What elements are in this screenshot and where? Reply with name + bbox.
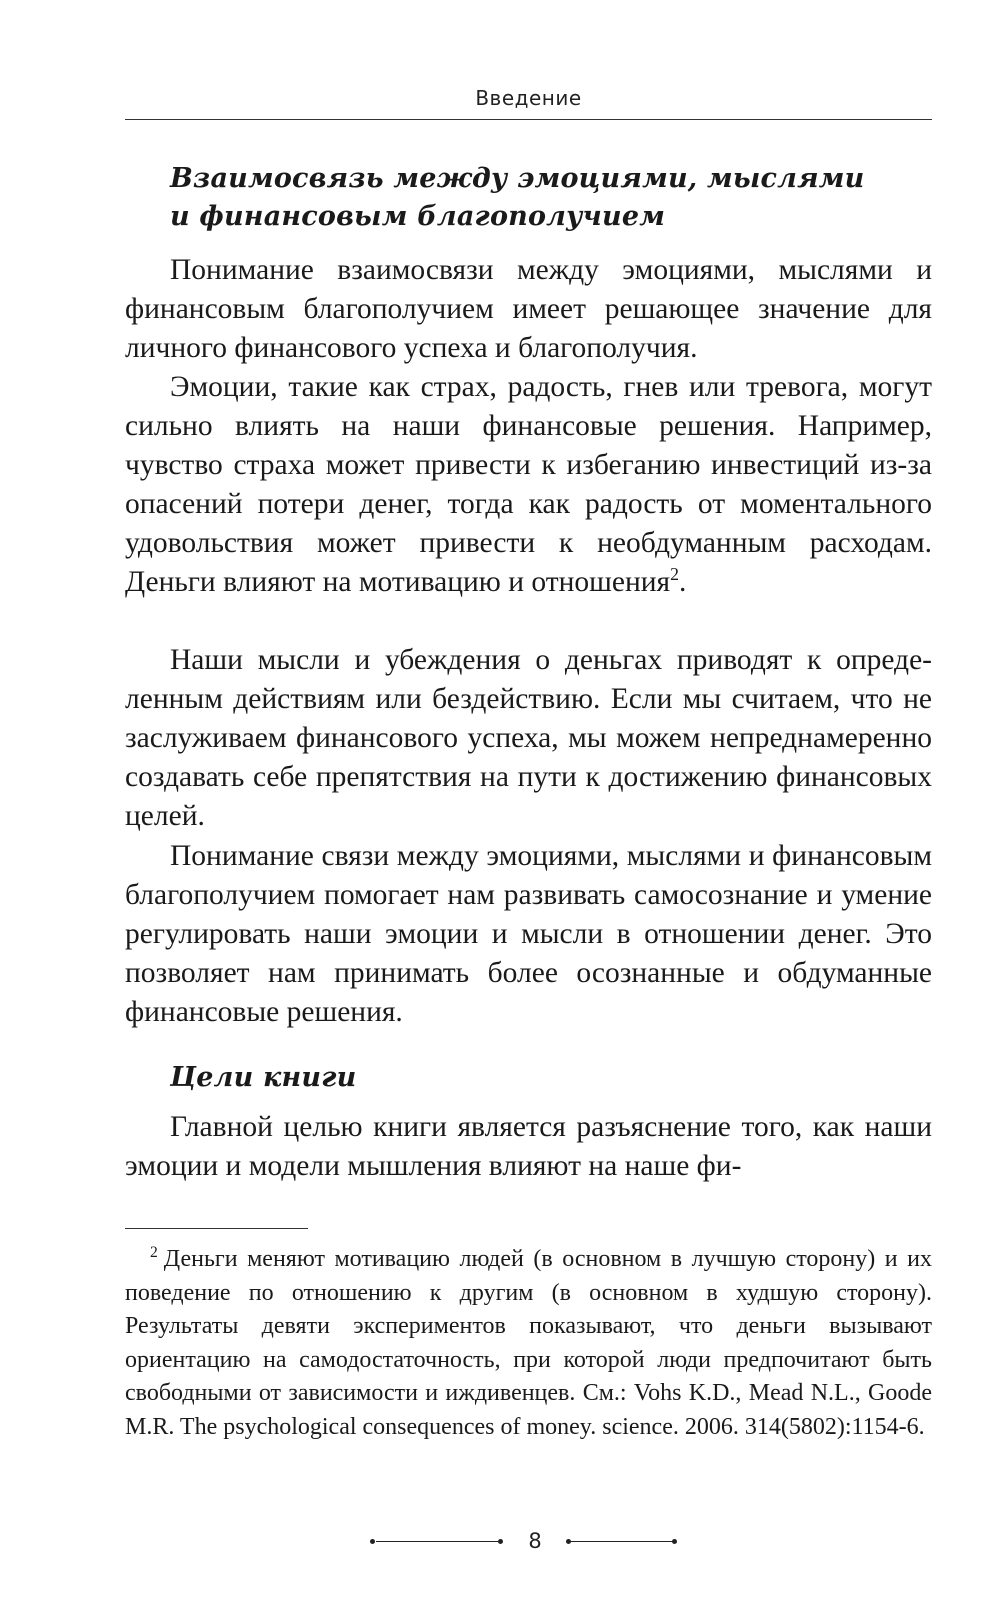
paragraph: Главной целью книги является разъяснение того, как наши эмоции и модели мышления влияют на наше фи- bbox=[125, 1111, 932, 1182]
footnote-marker: 2 bbox=[150, 1244, 158, 1261]
ornament-rule bbox=[376, 1541, 500, 1542]
heading-line: Взаимосвязь между эмоциями, мыслями bbox=[170, 163, 865, 194]
heading-line: и финансовым благополучием bbox=[170, 201, 666, 232]
ornament-dot bbox=[672, 1539, 677, 1544]
page-number-ornament bbox=[370, 1527, 680, 1557]
footnote bbox=[125, 1243, 932, 1444]
heading-line: Цели книги bbox=[170, 1062, 357, 1093]
footnote-separator bbox=[125, 1228, 308, 1229]
footnote-text: Деньги меняют мотивацию людей (в основном в лучшую сторону) и их поведение по отношению к другим (в основном в худшую сторону). Результаты девяти экспериментов показывают, что деньги вызывают ориентацию на самодостаточность, при которой люди предпочитают быть свободными от зависимости и иждивенцев. См.: Vohs K.D., Mead N.L., Goode M.R. The psychological consequences of money. science. 2006. 314(5802):1154-6. bbox=[125, 1246, 932, 1440]
ornament-rule bbox=[570, 1541, 674, 1542]
section-heading-emotions-thoughts bbox=[170, 160, 865, 236]
paragraph: Понимание взаимосвязи между эмоциями, мыслями и финансовым благополучием имеет решающее значение для личного финансового успеха и благополучия. bbox=[125, 254, 932, 364]
paragraph-text: Эмоции, такие как страх, радость, гнев или тревога, могут сильно влиять на наши финансовые решения. Например, чувство страха может привести к избеганию инвестиций из-за опасений потери денег, тогда как радость от моментального удовольствия может привести к необдуманным расходам. Деньги влияют на мотивацию и отношения bbox=[125, 371, 932, 598]
ornament-dot bbox=[498, 1539, 503, 1544]
paragraph-with-footnote bbox=[125, 368, 932, 601]
paragraph: Понимание связи между эмоциями, мыслями и финансовым благополучием помогает нам развивать самосознание и умение регулировать наши эмоции и мысли в отношении денег. Это позволяет нам принимать более осознанные и обдуманные финансовые решения. bbox=[125, 840, 932, 1028]
header-rule bbox=[125, 119, 932, 120]
section-heading-book-goals bbox=[170, 1059, 356, 1097]
paragraph-tail: . bbox=[678, 565, 687, 598]
ornament-dot bbox=[370, 1539, 375, 1544]
running-head: Введение bbox=[475, 86, 582, 110]
footnote-reference: 2 bbox=[670, 563, 679, 584]
page-number: 8 bbox=[528, 1529, 542, 1553]
paragraph: Наши мысли и убеждения о деньгах приводят к определенным действиям или бездействию. Если мы считаем, что не заслуживаем финансового успеха, мы можем непреднамеренно создавать себе препятствия на пути к достижению финансовых целей. bbox=[125, 644, 932, 832]
